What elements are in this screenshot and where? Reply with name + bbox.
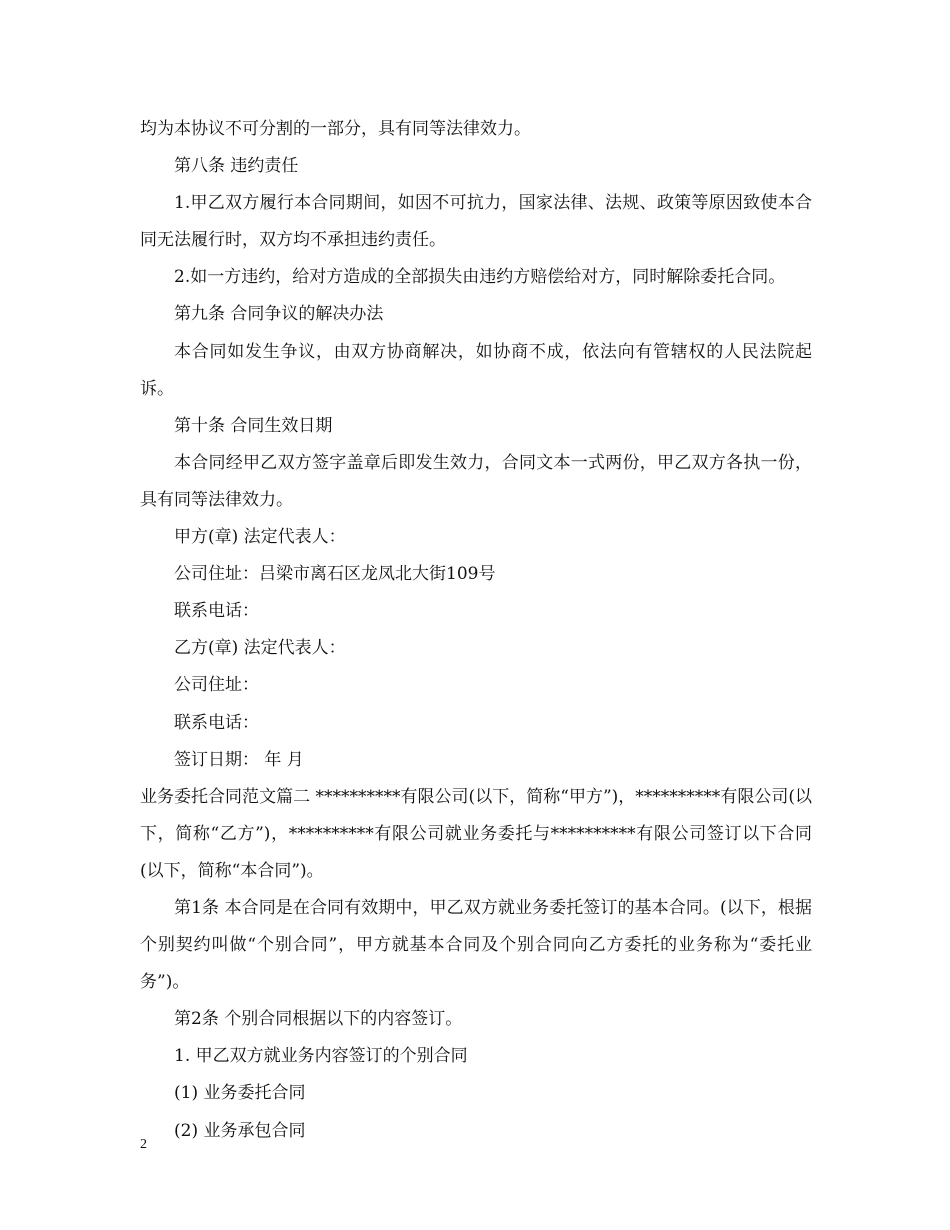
- section-heading: 第九条 合同争议的解决办法: [174, 304, 384, 325]
- section-heading: 第八条 违约责任: [174, 156, 299, 177]
- list-item: (2) 业务承包合同: [174, 1120, 306, 1141]
- list-item: 1. 甲乙双方就业务内容签订的个别合同: [174, 1046, 468, 1067]
- signature-line: 公司住址：: [174, 675, 259, 696]
- section-heading: 第2条 个别合同根据以下的内容签订。: [174, 1009, 463, 1030]
- signature-line: 联系电话：: [174, 712, 259, 733]
- section-heading: 第十条 合同生效日期: [174, 415, 333, 436]
- list-item: (1) 业务委托合同: [174, 1083, 306, 1104]
- paragraph: 本合同如发生争议，由双方协商解决，如协商不成，依法向有管辖权的人民法院起诉。: [140, 341, 812, 399]
- paragraph: 2.如一方违约，给对方造成的全部损失由违约方赔偿给对方，同时解除委托合同。: [174, 267, 786, 288]
- paragraph: 均为本协议不可分割的一部分，具有同等法律效力。: [140, 119, 531, 139]
- signature-line: 乙方(章) 法定代表人：: [174, 638, 346, 659]
- body-text: [140, 111, 812, 1150]
- signature-line: 公司住址：吕梁市离石区龙凤北大街109号: [174, 564, 496, 585]
- signature-line: 甲方(章) 法定代表人：: [174, 527, 346, 548]
- paragraph: 第1条 本合同是在合同有效期中，甲乙双方就业务委托签订的基本合同。(以下，根据个别契约叫做“个别合同”，甲方就基本合同及个别合同向乙方委托的业务称为“委托业务”)。: [140, 897, 812, 993]
- paragraph: 业务委托合同范文篇二 **********有限公司(以下，简称“甲方”)，**********有限公司(以下，简称“乙方”)，**********有限公司就业务委托与**********有限公司签订以下合同(以下，简称“本合同”)。: [140, 786, 812, 881]
- page-number: 2: [140, 1137, 147, 1152]
- signature-line: 签订日期： 年 月: [174, 749, 304, 770]
- paragraph: 本合同经甲乙双方签字盖章后即发生效力，合同文本一式两份，甲乙双方各执一份，具有同等法律效力。: [140, 452, 812, 510]
- signature-line: 联系电话：: [174, 601, 259, 622]
- paragraph: 1.甲乙双方履行本合同期间，如因不可抗力，国家法律、法规、政策等原因致使本合同无法履行时，双方均不承担违约责任。: [140, 193, 812, 251]
